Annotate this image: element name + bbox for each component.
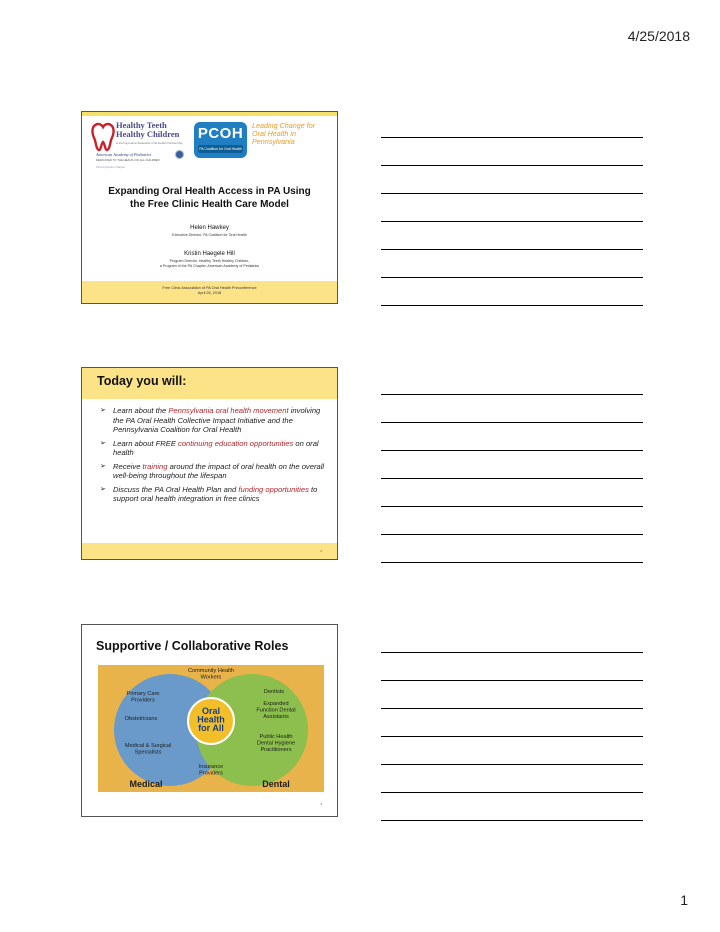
presenter-1-role: Executive Director, PA Coalition for Oral Health (172, 233, 247, 237)
item-highlight: training (142, 461, 168, 471)
item-highlight: Pennsylvania oral health movement (168, 406, 289, 415)
aap-logo-subtext: DEDICATED TO THE HEALTH OF ALL CHILDREN (96, 158, 160, 162)
list-item (100, 439, 332, 458)
event-name: Free Clinic Association of PA Oral Health Preconference (162, 286, 257, 290)
pcoh-logo-text: PCOH (197, 125, 244, 142)
arrowhead-bullet-icon: ➢ (100, 439, 106, 447)
slide-2-header-band (82, 368, 337, 399)
item-highlight: funding opportunities (238, 484, 309, 494)
arrowhead-bullet-icon: ➢ (100, 407, 106, 414)
slide-2-title: Today you will: (97, 374, 187, 388)
item-text: Learn about FREE (113, 438, 179, 448)
item-text: on oral health (113, 438, 319, 457)
item-text: Discuss the PA Oral Health Plan and (113, 484, 239, 494)
aap-seal-icon (175, 150, 184, 159)
venn-label-top: Community Health Workers (187, 668, 235, 681)
presenter-2-role-line2: a Program of the PA Chapter, American Academy of Pediatrics (159, 264, 260, 268)
slide-2-footer-band (82, 543, 337, 559)
venn-title-medical: Medical (129, 779, 163, 789)
event-footer-band (82, 281, 337, 303)
venn-label-left-2: Obstetricians (124, 716, 158, 722)
healthy-teeth-logo-text: Healthy Teeth Healthy Children (116, 120, 180, 139)
slide-2-objectives (81, 367, 338, 560)
slide-3-roles (81, 624, 338, 817)
presentation-title: Expanding Oral Health Access in PA Using the Free Clinic Health Care Model (108, 186, 311, 210)
item-text: to support oral health integration in free clinics (113, 484, 318, 503)
slide-1-title (81, 111, 338, 304)
item-text: Receive (113, 461, 143, 471)
print-date: 4/25/2018 (627, 28, 690, 44)
item-highlight: continuing education opportunities (178, 438, 294, 448)
list-item (100, 485, 332, 504)
roles-venn-diagram (98, 665, 324, 792)
slide-number: 2 (320, 549, 322, 553)
item-text: around the impact of oral health on the overall well-being throughout the lifespan (113, 461, 325, 480)
healthy-teeth-logo-subtext: A Pennsylvania Statewide Oral Health Partnership (116, 141, 183, 145)
tooth-logo-icon (90, 122, 116, 152)
venn-label-right-1: Dentists (263, 689, 285, 695)
page-number: 1 (680, 892, 688, 908)
venn-label-bottom: Insurance Providers (198, 764, 224, 777)
presenter-1-name: Helen Hawkey (190, 225, 229, 231)
venn-label-left-3: Medical & Surgical Specialists (124, 743, 172, 756)
arrowhead-bullet-icon: ➢ (100, 485, 106, 493)
venn-center-label: Oral Health for All (197, 706, 225, 733)
top-accent-band (82, 112, 337, 116)
item-text: involving the PA Oral Health Collective Impact Initiative and the Pennsylvania Coalition for Oral Health (113, 406, 321, 434)
presenter-2-role-line1: Program Director, Healthy Teeth Healthy Children, (169, 259, 250, 263)
objectives-list (100, 406, 332, 508)
pcoh-logo-subtext: PA Coalition for Oral Health (199, 147, 242, 151)
arrowhead-bullet-icon: ➢ (100, 462, 106, 470)
slide-3-title: Supportive / Collaborative Roles (96, 639, 289, 653)
pcoh-logo (194, 122, 247, 158)
venn-title-dental: Dental (262, 779, 290, 789)
list-item (100, 462, 332, 481)
aap-logo-text: American Academy of Pediatrics (96, 152, 152, 157)
presenter-2-name: Kristin Haegele Hill (184, 251, 235, 257)
venn-label-left-1: Primary Care Providers (126, 691, 160, 704)
event-date: April 26, 2018 (197, 291, 222, 295)
slide-number: 3 (320, 802, 322, 806)
venn-label-right-2: Expanded Function Dental Assistants (256, 701, 296, 720)
item-text: Learn about the (113, 406, 169, 415)
aap-chapter-text: Pennsylvania Chapter (96, 165, 126, 169)
list-item (100, 406, 332, 435)
venn-label-right-3: Public Health Dental Hygiene Practitioners (256, 734, 296, 753)
pcoh-tagline: Leading Change for Oral Health in Pennsylvania (252, 121, 316, 146)
venn-svg (98, 665, 324, 792)
